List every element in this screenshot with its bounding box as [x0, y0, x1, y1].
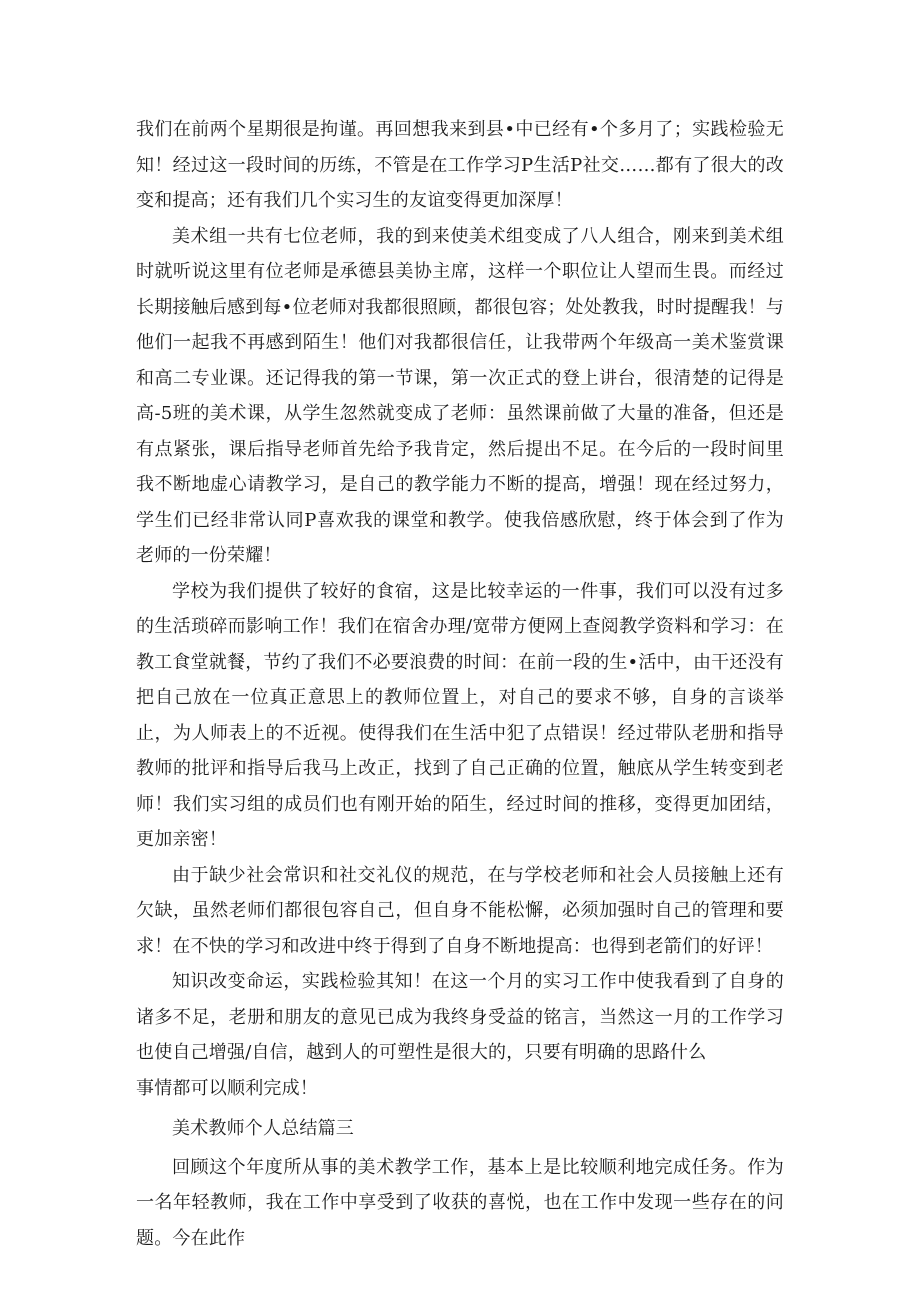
paragraph-4: 由于缺少社会常识和社交礼仪的规范，在与学校老师和社会人员接触上还有欠缺，虽然老师们都很包容自己，但自身不能松懈，必须加强时自己的管理和要求！在不快的学习和改进中终于得到了自身不断地提高：也得到老箭们的好评！ [136, 864, 784, 957]
paragraph-3: 学校为我们提供了较好的食宿，这是比较幸运的一件事，我们可以没有过多的生活琐碎而影响工作！我们在宿舍办理/宽带方便网上查阅教学资料和学习：在教工食堂就餐，节约了我们不必要浪费的时间：在前一段的生•活中，由干还没有把自己放在一位真正意思上的教师位置上，对自己的要求不够，自身的言谈举止，为人师表上的不近视。使得我们在生活中犯了点错误！经过带队老册和指导教师的批评和指导后我马上改正，找到了自己正确的位置，触底从学生转变到老师！我们实习组的成员们也有刚开始的陌生，经过时间的推移，变得更加团结，更加亲密！ [136, 580, 784, 850]
section-heading: 美术教师个人总结篇三 [172, 1118, 354, 1139]
paragraph-2: 美术组一共有七位老师，我的到来使美术组变成了八人组合，刚来到美术组时就听说这里有位老师是承德县美协主席，这样一个职位让人望而生畏。而经过长期接触后感到每•位老师对我都很照顾，都很包容；处处教我，时时提醒我！与他们一起我不再感到陌生！他们对我都很信任，让我带两个年级高一美术鉴赏课和高二专业课。还记得我的第一节课，第一次正式的登上讲台，很清楚的记得是高-5班的美术课，从学生忽然就变成了老师：虽然课前做了大量的准备，但还是有点紧张，课后指导老师首先给予我肯定，然后提出不足。在今后的一段时间里我不断地虚心请教学习，是自己的教学能力不断的提高，增强！现在经过努力，学生们已经非常认同P喜欢我的课堂和教学。使我倍感欣慰，终于体会到了作为老师的一份荣耀！ [136, 225, 784, 566]
paragraph-8: 回顾这个年度所从事的美术教学工作，基本上是比较顺利地完成任务。作为一名年轻教师，我在工作中享受到了收获的喜悦，也在工作中发现一些存在的问题。今在此作 [136, 1156, 784, 1249]
paragraph-5: 知识改变命运，实践检验其知！在这一个月的实习工作中使我看到了自身的诸多不足，老册和朋友的意见已成为我终身受益的铭言，当然这一月的工作学习也使自己增强/自信，越到人的可塑性是很大的，只要有明确的思路什么 [136, 971, 784, 1063]
document-body [136, 112, 784, 1256]
paragraph-6: 事情都可以顺利完成！ [136, 1077, 318, 1099]
paragraph-1: 我们在前两个星期很是拘谨。再回想我来到县•中已经有•个多月了；实践检验无知！经过这一段时间的历练，不管是在工作学习P生活P社交……都有了很大的改变和提高；还有我们几个实习生的友谊变得更加深厚！ [136, 119, 784, 211]
